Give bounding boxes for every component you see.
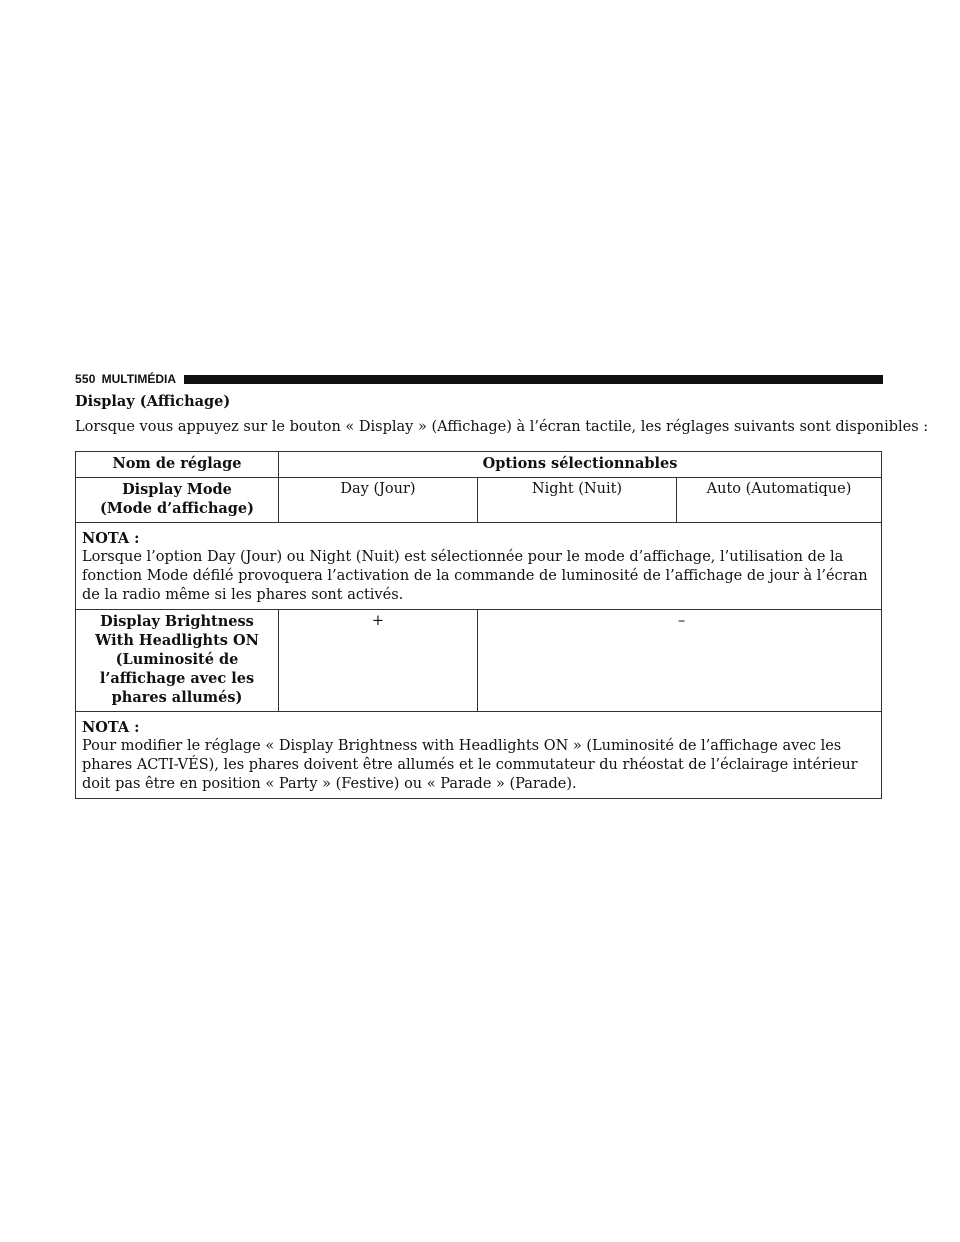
table-row	[76, 478, 882, 523]
page-number: 550	[75, 372, 96, 386]
setting-name-line: (Luminosité de l’affichage avec les phares allumés)	[99, 651, 255, 706]
note-display-mode	[76, 523, 882, 610]
note-row	[76, 523, 882, 610]
setting-name-line: Display Mode	[122, 481, 232, 498]
page-header	[75, 371, 883, 387]
option-auto: Auto (Automatique)	[677, 478, 882, 523]
section-name: MULTIMÉDIA	[101, 372, 177, 386]
header-rule	[184, 375, 883, 384]
note-text: Pour modifier le réglage « Display Brightness with Headlights ON » (Luminosité de l’affichage avec les phares ACTI-VÉS), les phares doivent être allumés et le commutateur du rhéostat de l’éclairage intérieur doit pas être en position « Party » (Festive) ou « Parade » (Parade).	[82, 738, 858, 792]
header-options: Options sélectionnables	[279, 452, 882, 478]
settings-table	[75, 451, 882, 799]
option-day: Day (Jour)	[279, 478, 478, 523]
table-row	[76, 610, 882, 712]
intro-paragraph: Lorsque vous appuyez sur le bouton « Display » (Affichage) à l’écran tactile, les réglages suivants sont disponibles :	[75, 419, 929, 435]
note-row	[76, 712, 882, 799]
table-header-row	[76, 452, 882, 478]
note-label: NOTA :	[82, 530, 140, 547]
setting-name-brightness	[76, 610, 279, 712]
section-title: Display (Affichage)	[75, 393, 231, 410]
setting-name-line: Display Brightness With Headlights ON	[95, 613, 259, 649]
note-brightness	[76, 712, 882, 799]
option-plus: +	[279, 610, 478, 712]
header-setting-name: Nom de réglage	[76, 452, 279, 478]
note-text: Lorsque l’option Day (Jour) ou Night (Nuit) est sélectionnée pour le mode d’affichage, l’utilisation de la fonction Mode défilé provoquera l’activation de la commande de luminosité de l’affichage de jour à l’écran de la radio même si les phares sont activés.	[82, 549, 868, 603]
setting-name-display-mode	[76, 478, 279, 523]
option-minus: –	[478, 610, 882, 712]
option-night: Night (Nuit)	[478, 478, 677, 523]
setting-name-line: (Mode d’affichage)	[100, 500, 254, 517]
note-label: NOTA :	[82, 719, 140, 736]
